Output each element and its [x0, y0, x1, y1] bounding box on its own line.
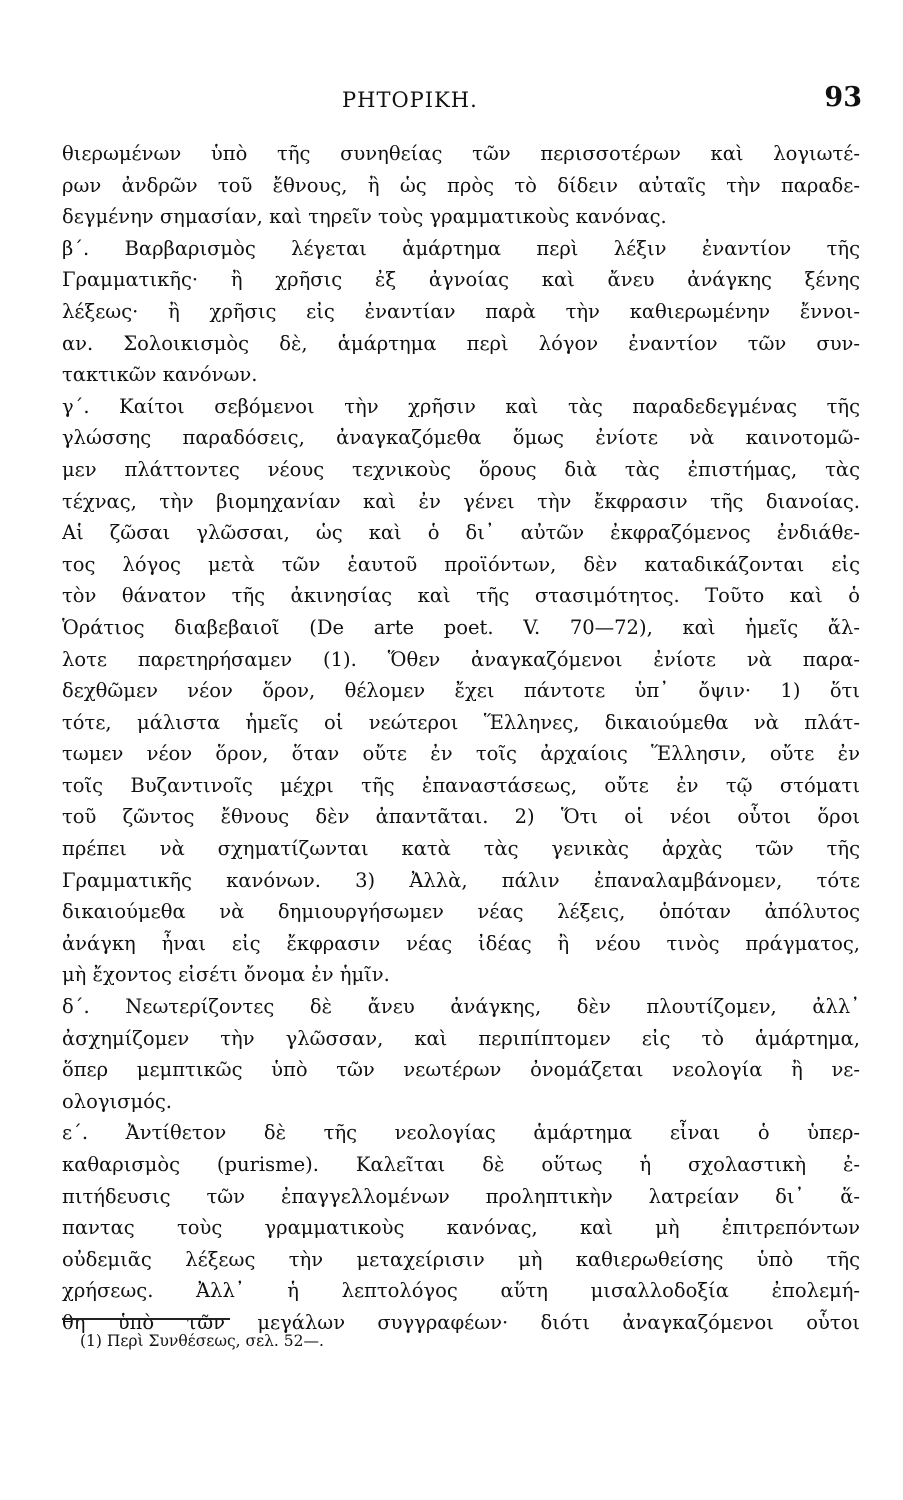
text-line: Ὁράτιος διαβεβαιοῖ (De arte poet. V. 70—72), καὶ ἡμεῖς ἄλ- — [62, 615, 860, 639]
text-line: τοῦ ζῶντος ἔθνους δὲν ἀπαντᾶται. 2) Ὅτι οἱ νέοι οὗτοι ὅροι — [62, 805, 860, 829]
text-line: γλώσσης παραδόσεις, ἀναγκαζόμεθα ὅμως ἐνίοτε νὰ καινοτομῶ- — [62, 426, 860, 450]
body-text — [62, 138, 860, 1339]
footnote: (1) Περὶ Συνθέσεως, σελ. 52—. — [80, 1332, 324, 1350]
text-line: δ΄. Νεωτερίζοντες δὲ ἄνευ ἀνάγκης, δὲν πλουτίζομεν, ἀλλ᾽ — [62, 995, 860, 1019]
text-line: ὅπερ μεμπτικῶς ὑπὸ τῶν νεωτέρων ὀνομάζεται νεολογία ἢ νε- — [62, 1058, 860, 1082]
text-line: Αἱ ζῶσαι γλῶσσαι, ὡς καὶ ὁ δι᾽ αὐτῶν ἐκφραζόμενος ἐνδιάθε- — [62, 521, 860, 545]
text-line: παντας τοὺς γραμματικοὺς κανόνας, καὶ μὴ ἐπιτρεπόντων — [62, 1216, 860, 1240]
text-line: ἀσχημίζομεν τὴν γλῶσσαν, καὶ περιπίπτομεν εἰς τὸ ἁμάρτημα, — [62, 1026, 860, 1050]
text-line: ε΄. Ἀντίθετον δὲ τῆς νεολογίας ἁμάρτημα εἶναι ὁ ὑπερ- — [62, 1121, 860, 1145]
running-title: ΡΗΤΟΡΙΚΗ. — [342, 88, 478, 112]
text-line: τακτικῶν κανόνων. — [62, 363, 258, 387]
text-line: πιτήδευσις τῶν ἐπαγγελλομένων προληπτικὴν λατρείαν δι᾽ ἅ- — [62, 1184, 860, 1208]
text-line: τὸν θάνατον τῆς ἀκινησίας καὶ τῆς στασιμότητος. Τοῦτο καὶ ὁ — [62, 584, 860, 608]
text-line: β΄. Βαρβαρισμὸς λέγεται ἁμάρτημα περὶ λέξιν ἐναντίον τῆς — [62, 236, 860, 260]
text-line: λοτε παρετηρήσαμεν (1). Ὅθεν ἀναγκαζόμενοι ἐνίοτε νὰ παρα- — [62, 647, 860, 671]
text-line: Γραμματικῆς· ἢ χρῆσις ἐξ ἀγνοίας καὶ ἄνευ ἀνάγκης ξένης — [62, 268, 860, 292]
page-number: 93 — [824, 82, 862, 113]
text-line: χρήσεως. Ἀλλ᾽ ἡ λεπτολόγος αὕτη μισαλλοδοξία ἐπολεμή- — [62, 1279, 860, 1303]
text-line: τωμεν νέον ὅρον, ὅταν οὔτε ἐν τοῖς ἀρχαίοις Ἕλλησιν, οὔτε ἐν — [62, 742, 860, 766]
text-line: θη ὑπὸ τῶν μεγάλων συγγραφέων· διότι ἀναγκαζόμενοι οὗτοι — [62, 1310, 860, 1334]
text-line: μεν πλάττοντες νέους τεχνικοὺς ὅρους διὰ τὰς ἐπιστήμας, τὰς — [62, 457, 860, 481]
text-line: τότε, μάλιστα ἡμεῖς οἱ νεώτεροι Ἕλληνες, δικαιούμεθα νὰ πλάτ- — [62, 710, 860, 734]
text-line: δεχθῶμεν νέον ὅρον, θέλομεν ἔχει πάντοτε ὑπ᾽ ὄψιν· 1) ὅτι — [62, 679, 860, 703]
text-line: Γραμματικῆς κανόνων. 3) Ἀλλὰ, πάλιν ἐπαναλαμβάνομεν, τότε — [62, 868, 860, 892]
text-line: θιερωμένων ὑπὸ τῆς συνηθείας τῶν περισσοτέρων καὶ λογιωτέ- — [62, 142, 860, 165]
text-line: λέξεως· ἢ χρῆσις εἰς ἐναντίαν παρὰ τὴν καθιερωμένην ἔννοι- — [62, 299, 860, 323]
text-line: ρων ἀνδρῶν τοῦ ἔθνους, ἢ ὡς πρὸς τὸ δίδειν αὐταῖς τὴν παραδε- — [62, 173, 860, 197]
text-line: οὐδεμιᾶς λέξεως τὴν μεταχείρισιν μὴ καθιερωθείσης ὑπὸ τῆς — [62, 1247, 860, 1271]
text-line: ἀνάγκη ἦναι εἰς ἔκφρασιν νέας ἰδέας ἢ νέου τινὸς πράγματος, — [62, 931, 860, 955]
text-line: τέχνας, τὴν βιομηχανίαν καὶ ἐν γένει τὴν ἔκφρασιν τῆς διανοίας. — [62, 489, 860, 513]
text-line: τοῖς Βυζαντινοῖς μέχρι τῆς ἐπαναστάσεως, οὔτε ἐν τῷ στόματι — [62, 773, 860, 797]
text-line: καθαρισμὸς (purisme). Καλεῖται δὲ οὕτως ἡ σχολαστικὴ ἐ- — [62, 1153, 860, 1176]
text-line: ολογισμός. — [62, 1089, 172, 1113]
text-line: πρέπει νὰ σχηματίζωνται κατὰ τὰς γενικὰς ἀρχὰς τῶν τῆς — [62, 837, 860, 861]
page-header — [62, 82, 862, 128]
text-line: τος λόγος μετὰ τῶν ἑαυτοῦ προϊόντων, δὲν καταδικάζονται εἰς — [62, 552, 860, 576]
text-line: γ΄. Καίτοι σεβόμενοι τὴν χρῆσιν καὶ τὰς παραδεδεγμένας τῆς — [62, 394, 860, 418]
text-line: αν. Σολοικισμὸς δὲ, ἁμάρτημα περὶ λόγον ἐναντίον τῶν συν- — [62, 331, 860, 355]
footnote-rule — [62, 1318, 230, 1320]
text-line: δικαιούμεθα νὰ δημιουργήσωμεν νέας λέξεις, ὁπόταν ἀπόλυτος — [62, 900, 860, 924]
text-line: μὴ ἔχοντος εἰσέτι ὄνομα ἐν ἡμῖν. — [62, 963, 390, 987]
text-line: δεγμένην σημασίαν, καὶ τηρεῖν τοὺς γραμματικοὺς κανόνας. — [62, 205, 667, 229]
